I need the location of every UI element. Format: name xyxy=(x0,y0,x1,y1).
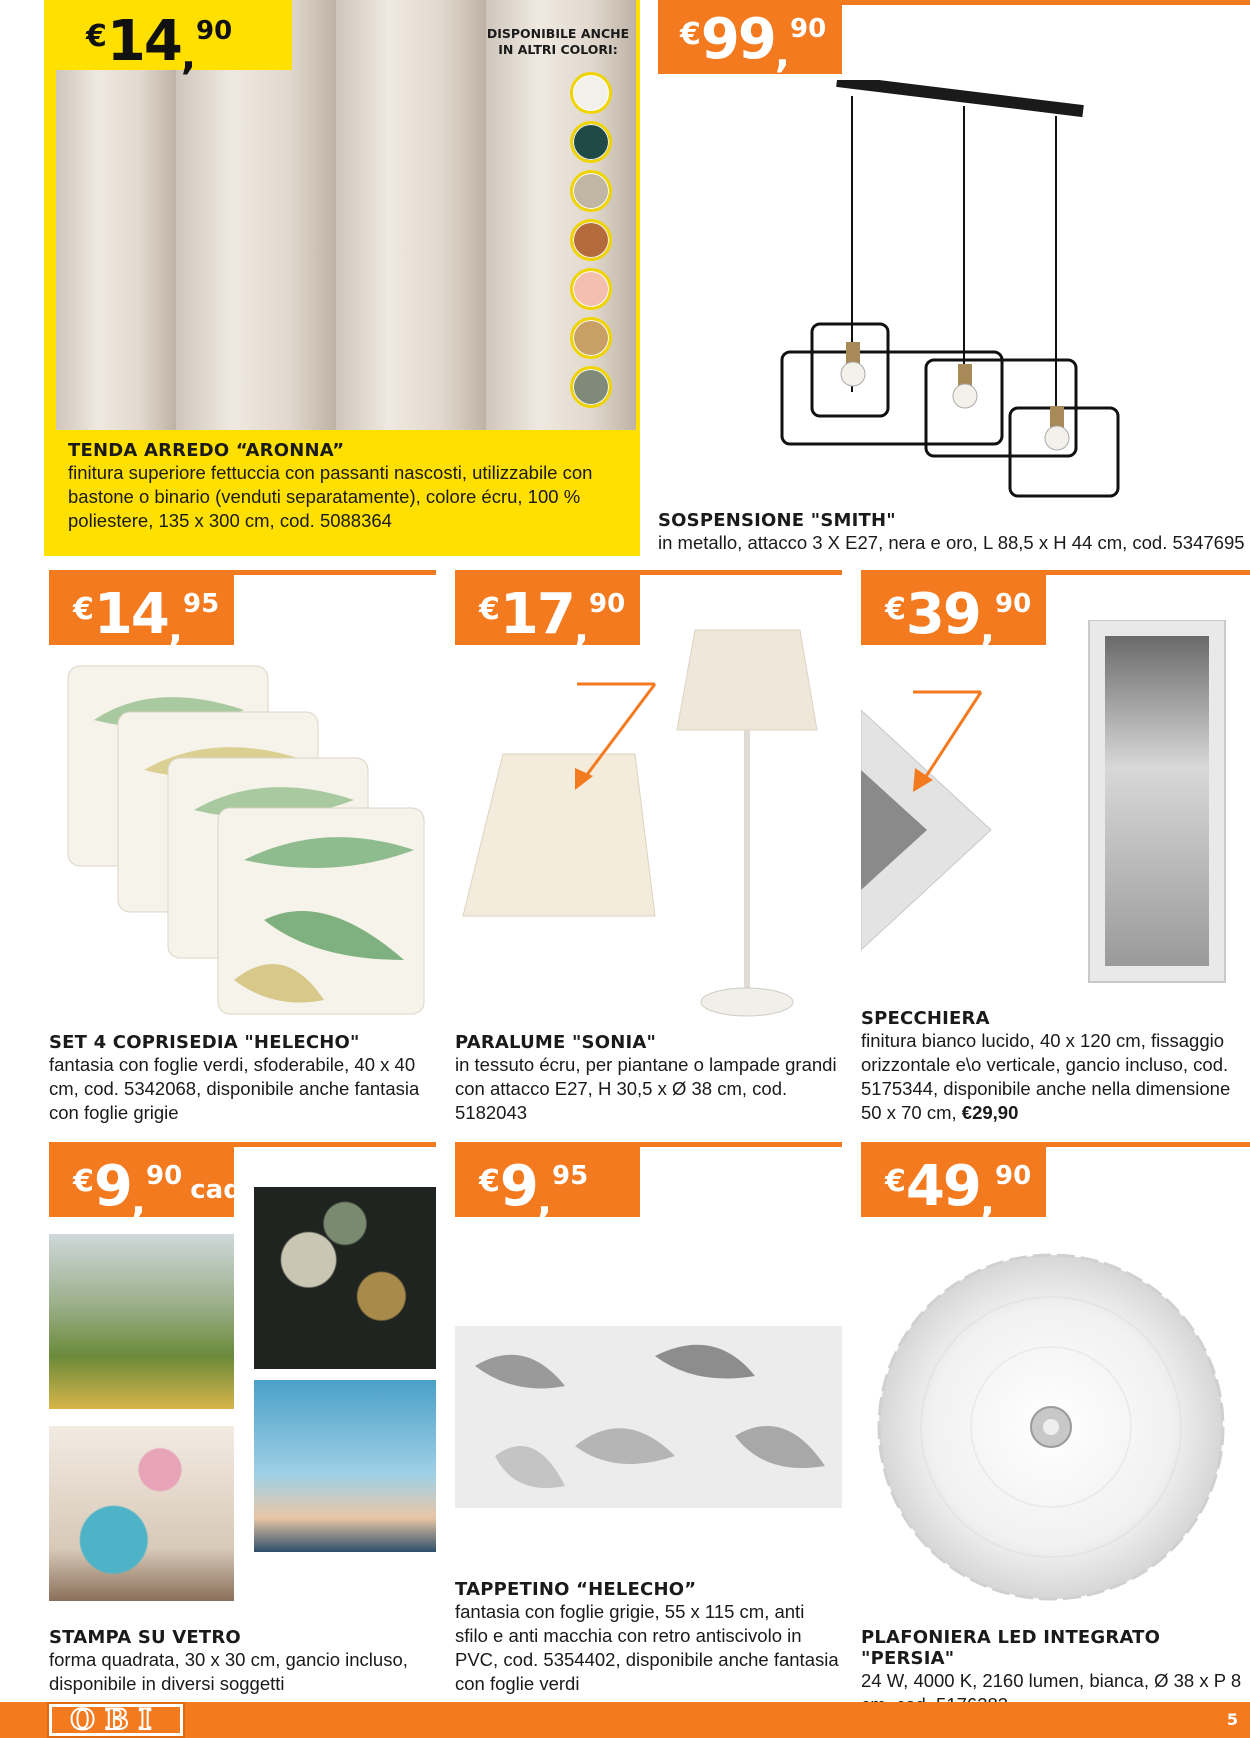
price-tag xyxy=(861,1147,1046,1224)
mirror-image xyxy=(861,620,1250,990)
footer-bar xyxy=(0,1702,1250,1738)
color-swatch[interactable] xyxy=(570,317,612,359)
price-integer: 49 xyxy=(905,1154,980,1219)
product-description: forma quadrata, 30 x 30 cm, gancio incluso, disponibile in diversi soggetti xyxy=(49,1649,408,1694)
glass-print-landscape xyxy=(49,1234,234,1409)
page-number: 5 xyxy=(1226,1710,1238,1729)
product-description: fantasia con foglie grigie, 55 x 115 cm, anti sfilo e anti macchia con retro antiscivolo in PVC, cod. 5354402, disponibile anche fantasia con foglie verdi xyxy=(455,1601,839,1694)
price-tag xyxy=(49,1147,252,1224)
product-title: TENDA ARREDO “ARONNA” xyxy=(68,440,345,461)
product-text xyxy=(68,440,628,533)
color-swatch[interactable] xyxy=(570,72,612,114)
glass-print-leaves xyxy=(254,1187,436,1369)
color-swatch[interactable] xyxy=(570,121,612,163)
price-comma: , xyxy=(536,1178,553,1224)
glass-print-reeds xyxy=(254,1380,436,1552)
price-currency: € xyxy=(73,1164,94,1199)
product-title: PARALUME "SONIA" xyxy=(455,1032,657,1053)
price-comma: , xyxy=(979,1178,996,1224)
price-tag xyxy=(49,575,234,652)
color-swatch[interactable] xyxy=(570,170,612,212)
logo-text: OBI xyxy=(70,1703,162,1736)
color-swatch[interactable] xyxy=(570,366,612,408)
product-description xyxy=(861,1029,1250,1125)
product-text xyxy=(658,510,1250,555)
obi-logo[interactable] xyxy=(49,1704,183,1736)
price-integer: 9 xyxy=(499,1154,537,1219)
price-currency: € xyxy=(885,592,906,627)
price-currency: € xyxy=(680,17,701,52)
price-currency: € xyxy=(86,19,107,54)
price-integer: 39 xyxy=(905,582,980,647)
product-title: SPECCHIERA xyxy=(861,1008,990,1029)
price-comma: , xyxy=(130,1178,147,1224)
product-description: 24 W, 4000 K, 2160 lumen, bianca, Ø 38 x P 8 xyxy=(861,1670,1242,1691)
ceiling-light-image xyxy=(861,1247,1241,1607)
price-currency: € xyxy=(479,1164,500,1199)
pendant-lamp-image xyxy=(770,80,1140,500)
product-title: SOSPENSIONE "SMITH" xyxy=(658,510,896,531)
product-title: TAPPETINO “HELECHO” xyxy=(455,1579,697,1600)
divider xyxy=(842,0,1250,5)
price-tag xyxy=(658,0,842,77)
product-text xyxy=(49,1032,436,1125)
price-comma: , xyxy=(180,33,197,79)
product-description-text: finitura bianco lucido, 40 x 120 cm, fissaggio orizzontale e\o verticale, gancio incluso, cod. 5175344, disponibile anche nella dimensione 50 x 70 cm, xyxy=(861,1030,1231,1123)
price-tag xyxy=(455,1147,640,1224)
price-comma: , xyxy=(774,31,791,77)
product-description: in metallo, attacco 3 X E27, nera e oro, L 88,5 x H 44 cm, cod. 5347695 xyxy=(658,532,1245,553)
product-text xyxy=(455,1032,842,1125)
price-integer: 14 xyxy=(106,9,181,74)
price-decimals: 90 xyxy=(790,14,827,44)
alt-price: €29,90 xyxy=(961,1102,1019,1123)
bath-mat-image xyxy=(455,1326,842,1508)
price-integer: 14 xyxy=(93,582,168,647)
price-decimals: 90 xyxy=(589,589,626,619)
floor-lamp-image xyxy=(455,620,842,1040)
price-integer: 99 xyxy=(700,7,775,72)
product-title: PLAFONIERA LED INTEGRATO "PERSIA" xyxy=(861,1627,1161,1669)
glass-print-flowers xyxy=(49,1426,234,1601)
price-tag xyxy=(56,0,292,79)
price-decimals: 95 xyxy=(552,1161,589,1191)
price-decimals: 90 xyxy=(196,16,233,46)
product-text xyxy=(455,1579,842,1696)
price-decimals: 90 xyxy=(995,589,1032,619)
price-unit: cad. xyxy=(190,1175,252,1205)
product-description: finitura superiore fettuccia con passanti nascosti, utilizzabile con bastone o binario (venduti separatamente), colore écru, 100 % poliestere, 135 x 300 cm, cod. 5088364 xyxy=(68,462,593,531)
color-swatch[interactable] xyxy=(570,268,612,310)
product-title: STAMPA SU VETRO xyxy=(49,1627,241,1648)
price-decimals: 90 xyxy=(995,1161,1032,1191)
price-currency: € xyxy=(479,592,500,627)
price-decimals: 95 xyxy=(183,589,220,619)
product-description: fantasia con foglie verdi, sfoderabile, 40 x 40 cm, cod. 5342068, disponibile anche fantasia con foglie grigie xyxy=(49,1054,420,1123)
price-comma: , xyxy=(573,606,590,652)
price-comma: , xyxy=(979,606,996,652)
price-integer: 17 xyxy=(499,582,574,647)
price-currency: € xyxy=(885,1164,906,1199)
product-text xyxy=(49,1627,436,1696)
price-currency: € xyxy=(73,592,94,627)
color-swatch[interactable] xyxy=(570,219,612,261)
product-text xyxy=(861,1008,1250,1125)
price-comma: , xyxy=(167,606,184,652)
product-title: SET 4 COPRISEDIA "HELECHO" xyxy=(49,1032,360,1053)
price-decimals: 90 xyxy=(146,1161,183,1191)
chair-cushions-image xyxy=(64,660,434,1030)
product-description: in tessuto écru, per piantane o lampade grandi con attacco E27, H 30,5 x Ø 38 cm, cod. 5182043 xyxy=(455,1054,837,1123)
other-colors-label: DISPONIBILE ANCHE IN ALTRI COLORI: xyxy=(486,26,630,57)
price-integer: 9 xyxy=(93,1154,131,1219)
